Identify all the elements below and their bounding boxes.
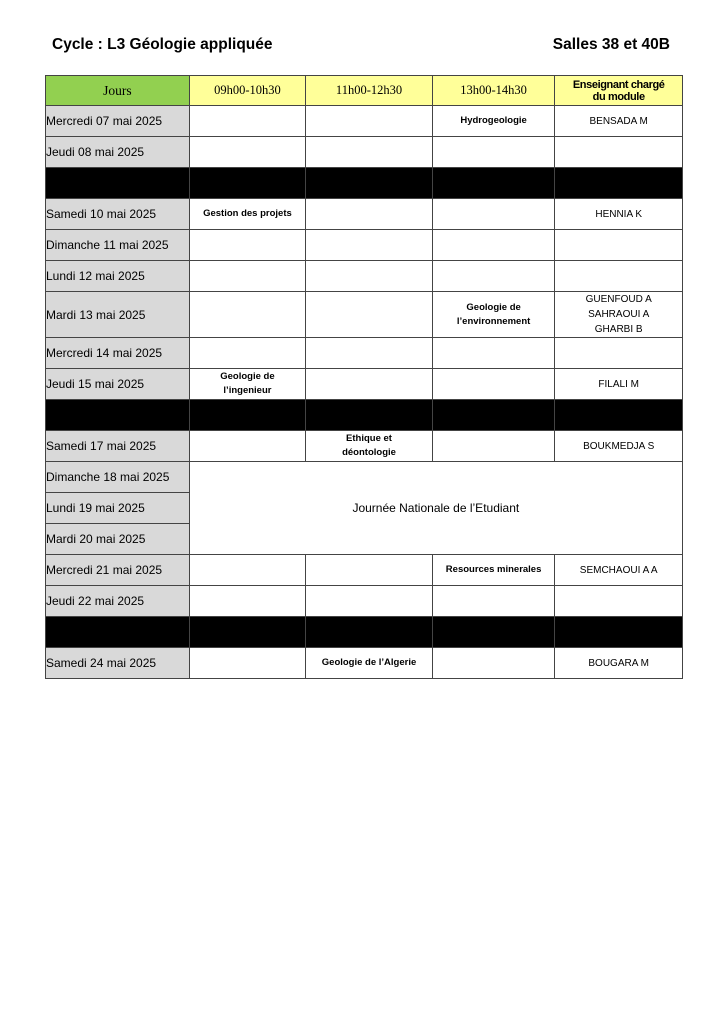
- teacher-cell: [555, 292, 683, 338]
- day-cell: Jeudi 15 mai 2025: [46, 369, 190, 400]
- teacher-cell: [555, 431, 683, 462]
- slot-1-cell: [189, 106, 306, 137]
- exam-schedule-table: [45, 75, 683, 679]
- module-line: déontologie: [342, 447, 396, 458]
- table-row: [46, 292, 683, 338]
- teacher-name: BOUKMEDJA S: [583, 440, 655, 452]
- slot-1-cell: [189, 369, 306, 400]
- table-row: [46, 555, 683, 586]
- table-row: [46, 106, 683, 137]
- slot-1-cell: [189, 648, 306, 679]
- header-slot-2: 11h00-12h30: [306, 76, 433, 106]
- slot-3-cell: [432, 137, 555, 168]
- cycle-title: Cycle : L3 Géologie appliquée: [52, 36, 273, 53]
- table-row: [46, 338, 683, 369]
- slot-1-cell: [189, 261, 306, 292]
- day-cell: Mercredi 14 mai 2025: [46, 338, 190, 369]
- slot-2-cell: Geologie de l’Algerie: [306, 648, 433, 679]
- slot-2-cell: [306, 555, 433, 586]
- table-row: [46, 137, 683, 168]
- day-cell: Samedi 24 mai 2025: [46, 648, 190, 679]
- header-jours: Jours: [46, 76, 190, 106]
- teacher-cell: [555, 369, 683, 400]
- slot-2-cell: [306, 261, 433, 292]
- slot-1-cell: [189, 230, 306, 261]
- slot-3-cell: [432, 369, 555, 400]
- day-cell: Mercredi 07 mai 2025: [46, 106, 190, 137]
- teacher-cell: [555, 199, 683, 230]
- table-row: [46, 369, 683, 400]
- day-cell: Lundi 19 mai 2025: [46, 493, 190, 524]
- rooms-title: Salles 38 et 40B: [552, 36, 670, 53]
- slot-2-cell: [306, 586, 433, 617]
- slot-3-cell: [432, 230, 555, 261]
- slot-2-cell: [306, 137, 433, 168]
- slot-1-cell: [189, 338, 306, 369]
- slot-1-cell: [189, 431, 306, 462]
- teacher-cell: [555, 261, 683, 292]
- slot-2-cell: [306, 338, 433, 369]
- table-row: [46, 431, 683, 462]
- separator-row: [46, 617, 683, 648]
- slot-3-cell: [432, 292, 555, 338]
- slot-3-cell: [432, 199, 555, 230]
- day-cell: Dimanche 11 mai 2025: [46, 230, 190, 261]
- teacher-name: SEMCHAOUI A A: [579, 564, 658, 576]
- teacher-cell: [555, 137, 683, 168]
- slot-2-cell: [306, 199, 433, 230]
- teacher-cell: [555, 555, 683, 586]
- day-cell: Samedi 10 mai 2025: [46, 199, 190, 230]
- teacher-name: FILALI M: [598, 378, 639, 390]
- day-cell: Lundi 12 mai 2025: [46, 261, 190, 292]
- slot-3-cell: Hydrogeologie: [432, 106, 555, 137]
- table-row: [46, 648, 683, 679]
- day-cell: Mardi 13 mai 2025: [46, 292, 190, 338]
- teacher-name: BENSADA M: [589, 115, 648, 127]
- teacher-name: GUENFOUD A: [585, 294, 652, 305]
- separator-row: [46, 168, 683, 199]
- day-cell: Mercredi 21 mai 2025: [46, 555, 190, 586]
- slot-2-cell: [306, 369, 433, 400]
- table-row: [46, 586, 683, 617]
- slot-3-cell: [432, 431, 555, 462]
- module-line: Ethique et: [346, 433, 392, 444]
- slot-1-cell: [189, 292, 306, 338]
- teacher-name: SAHRAOUI A: [588, 309, 650, 320]
- merged-event-cell: Journée Nationale de l’Etudiant: [189, 462, 682, 555]
- day-cell: Jeudi 22 mai 2025: [46, 586, 190, 617]
- teacher-name: BOUGARA M: [588, 657, 649, 669]
- table-row: [46, 230, 683, 261]
- day-cell: Samedi 17 mai 2025: [46, 431, 190, 462]
- header-row: [46, 76, 683, 106]
- slot-1-cell: Gestion des projets: [189, 199, 306, 230]
- day-cell: Dimanche 18 mai 2025: [46, 462, 190, 493]
- slot-2-cell: [306, 106, 433, 137]
- teacher-cell: [555, 338, 683, 369]
- slot-1-cell: [189, 555, 306, 586]
- slot-3-cell: [432, 586, 555, 617]
- slot-3-cell: [432, 338, 555, 369]
- day-cell: Mardi 20 mai 2025: [46, 524, 190, 555]
- header-teacher: [555, 76, 683, 106]
- table-row: [46, 462, 683, 493]
- slot-2-cell: [306, 230, 433, 261]
- table-row: [46, 261, 683, 292]
- separator-row: [46, 400, 683, 431]
- header-slot-3: 13h00-14h30: [432, 76, 555, 106]
- table-row: [46, 199, 683, 230]
- teacher-cell: [555, 648, 683, 679]
- slot-2-cell: [306, 292, 433, 338]
- slot-3-cell: [432, 261, 555, 292]
- teacher-cell: [555, 586, 683, 617]
- header-slot-1: 09h00-10h30: [189, 76, 306, 106]
- teacher-name: GHARBI B: [594, 324, 643, 335]
- day-cell: Jeudi 08 mai 2025: [46, 137, 190, 168]
- slot-1-cell: [189, 586, 306, 617]
- module-line: Geologie de: [220, 371, 275, 382]
- slot-2-cell: [306, 431, 433, 462]
- module-line: l’environnement: [456, 315, 531, 327]
- header-teacher-line-1: Enseignant chargé: [572, 78, 665, 91]
- module-line: l’ingenieur: [223, 385, 272, 396]
- teacher-name: HENNIA K: [595, 208, 643, 220]
- teacher-cell: [555, 106, 683, 137]
- teacher-cell: [555, 230, 683, 261]
- header-teacher-line-2: du module: [592, 90, 645, 103]
- slot-1-cell: [189, 137, 306, 168]
- module-line: Geologie de: [466, 301, 521, 313]
- slot-3-cell: [432, 648, 555, 679]
- slot-3-cell: Resources minerales: [432, 555, 555, 586]
